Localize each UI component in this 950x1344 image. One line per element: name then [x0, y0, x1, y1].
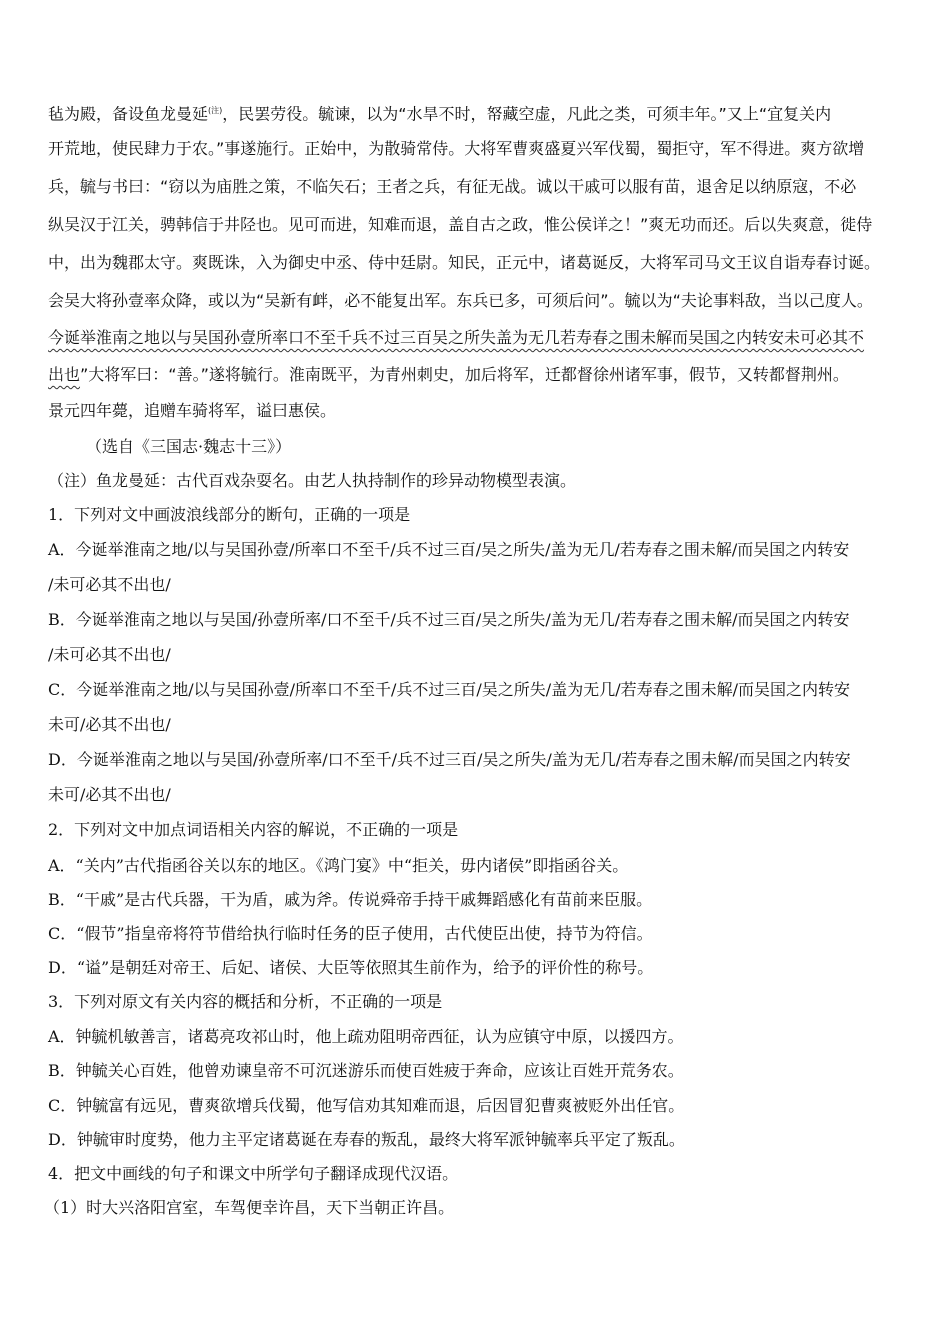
q1-option-a-line1: A．今诞举淮南之地/以与吴国孙壹/所率口不至千/兵不过三百/吴之所失/盖为无几/若寿春之围未解/而吴国之内转安: [48, 540, 850, 559]
passage-line-1: 毡为殿，备设鱼龙曼延$^{(注)}$，民罢劳役。毓谏，以为“水旱不时，帑藏空虚，凡此之类，可须丰年。”又上“宜复关内: [48, 104, 832, 124]
q2-option-c: C．“假节”指皇帝将符节借给执行临时任务的臣子使用，古代使臣出使，持节为符信。: [48, 924, 653, 943]
q3-option-b: B．钟毓关心百姓，他曾劝谏皇帝不可沉迷游乐而使百姓疲于奔命，应该让百姓开荒务农。: [48, 1061, 684, 1080]
q2-option-a: A．“关内”古代指函谷关以东的地区。《鸿门宴》中“拒关，毋内诸侯”即指函谷关。: [48, 856, 629, 875]
passage-line-7-wavy: 今诞举淮南之地以与吴国孙壹所率口不至千兵不过三百吴之所失盖为无几若寿春之围未解而吴国之内转安未可必其不: [48, 328, 865, 347]
passage-line-2: 开荒地，使民肆力于农。”事遂施行。正始中，为散骑常侍。大将军曹爽盛夏兴军伐蜀，蜀拒守，军不得进。爽方欲增: [48, 139, 865, 158]
q1-option-c-line1: C．今诞举淮南之地/以与吴国孙壹/所率口不至千/兵不过三百/吴之所失/盖为无几/若寿春之围未解/而吴国之内转安: [48, 680, 850, 699]
q2-option-b: B．“干戚”是古代兵器，干为盾，戚为斧。传说舜帝手持干戚舞蹈感化有苗前来臣服。: [48, 890, 653, 909]
q1-option-b-line1: B．今诞举淮南之地以与吴国/孙壹所率/口不至千/兵不过三百/吴之所失/盖为无几/若寿春之围未解/而吴国之内转安: [48, 610, 850, 629]
passage-line-4: 纵吴汉于江关，骋韩信于井陉也。见可而进，知难而退，盖自古之政，惟公侯详之！”爽无功而还。后以失爽意，徙侍: [48, 215, 873, 234]
q2-option-d: D．“谥”是朝廷对帝王、后妃、诸侯、大臣等依照其生前作为，给予的评价性的称号。: [48, 958, 654, 977]
footnote: （注）鱼龙曼延：古代百戏杂耍名。由艺人执持制作的珍异动物模型表演。: [48, 471, 577, 490]
q3-option-a: A．钟毓机敏善言，诸葛亮攻祁山时，他上疏劝阻明帝西征，认为应镇守中原，以援四方。: [48, 1027, 684, 1046]
passage-line-9: 景元四年薨，追赠车骑将军，谥曰惠侯。: [48, 401, 337, 420]
question-3-stem: 3．下列对原文有关内容的概括和分析，不正确的一项是: [48, 992, 443, 1011]
q3-option-c: C．钟毓富有远见，曹爽欲增兵伐蜀，他写信劝其知难而退，后因冒犯曹爽被贬外出任官。: [48, 1096, 685, 1115]
q1-option-b-line2: /未可必其不出也/: [48, 645, 171, 664]
footnote-marker: (注): [208, 106, 223, 115]
question-2-stem: 2．下列对文中加点词语相关内容的解说，不正确的一项是: [48, 820, 459, 839]
q1-option-c-line2: 未可/必其不出也/: [48, 715, 171, 734]
q3-option-d: D．钟毓审时度势，他力主平定诸葛诞在寿春的叛乱，最终大将军派钟毓率兵平定了叛乱。: [48, 1130, 685, 1149]
wavy-end: 出也: [48, 365, 81, 384]
question-4-stem: 4．把文中画线的句子和课文中所学句子翻译成现代汉语。: [48, 1164, 459, 1183]
q1-option-d-line1: D．今诞举淮南之地以与吴国/孙壹所率/口不至千/兵不过三百/吴之所失/盖为无几/若寿春之围未解/而吴国之内转安: [48, 750, 851, 769]
passage-line-8: 出也”大将军曰：“善。”遂将毓行。淮南既平，为青州刺史，加后将军，迁都督徐州诸军事，假节，又转都督荆州。: [48, 365, 849, 384]
q1-option-a-line2: /未可必其不出也/: [48, 575, 171, 594]
source-citation: （选自《三国志·魏志十三》）: [86, 437, 292, 456]
passage-line-6: 会吴大将孙壹率众降，或以为“吴新有衅，必不能复出军。东兵已多，可须后问”。毓以为“夫论事料敌，当以己度人。: [48, 291, 873, 310]
q1-option-d-line2: 未可/必其不出也/: [48, 785, 171, 804]
passage-line-3: 兵，毓与书曰：“窃以为庙胜之策，不临矢石；王者之兵，有征无战。诚以干戚可以服有苗，退舍足以纳原寇，不必: [48, 177, 857, 196]
passage-line-5: 中，出为魏郡太守。爽既诛，入为御史中丞、侍中廷尉。知民，正元中，诸葛诞反，大将军司马文王议自诣寿春讨诞。: [48, 253, 881, 272]
q4-sentence-1: （1）时大兴洛阳宫室，车驾便幸许昌，天下当朝正许昌。: [44, 1198, 455, 1217]
question-1-stem: 1．下列对文中画波浪线部分的断句，正确的一项是: [48, 505, 411, 524]
